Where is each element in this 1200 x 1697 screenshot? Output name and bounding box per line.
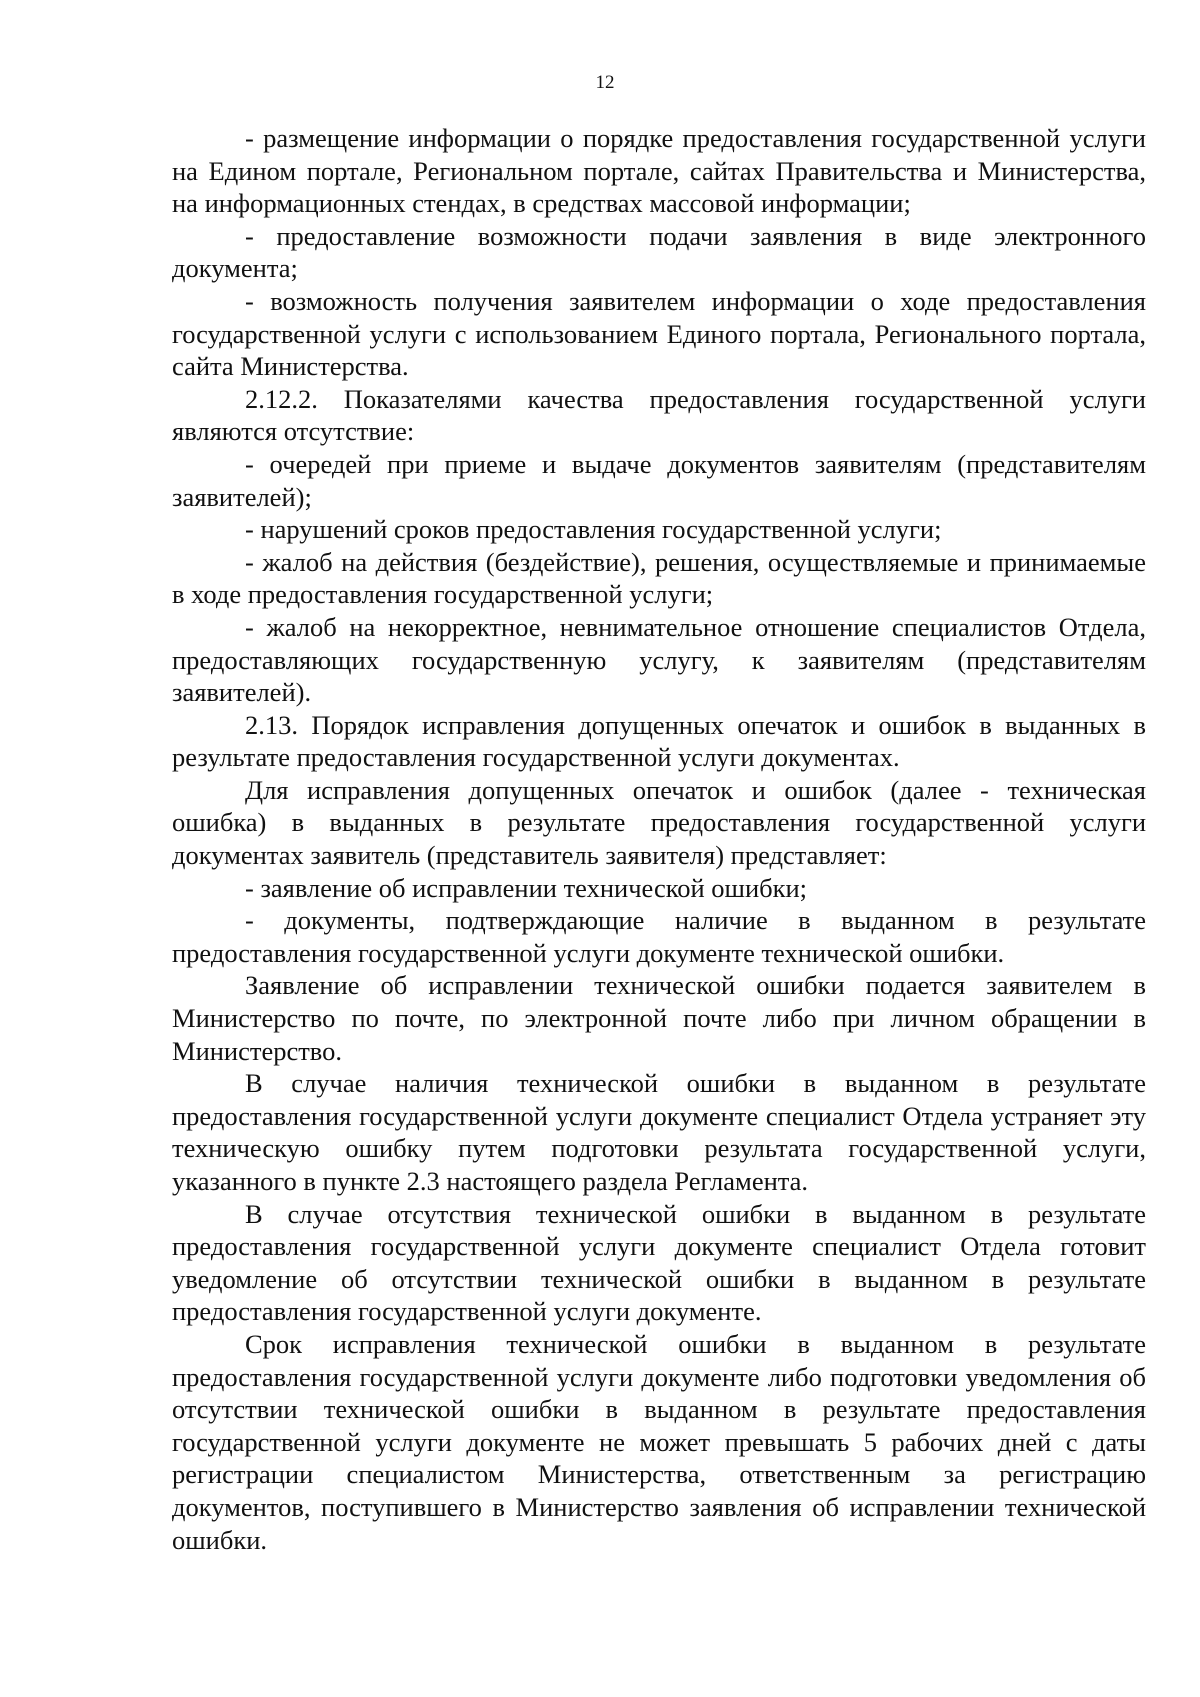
paragraph-correction-deadline: Срок исправления технической ошибки в выданном в результате предоставления государственной услуги документе либо подготовки уведомления об отсутствии технической ошибки в выданном в результате предоставления государственной услуги документе не может превышать 5 рабочих дней с даты регистрации специалистом Министерства, ответственным за регистрацию документов, поступившего в Министерство заявления об исправлении технической ошибки. bbox=[172, 1328, 1146, 1555]
paragraph-section-2-12-2: 2.12.2. Показателями качества предоставления государственной услуги являются отсутствие: bbox=[172, 383, 1146, 447]
paragraph-electronic-application: - предоставление возможности подачи заявления в виде электронного документа; bbox=[172, 220, 1146, 284]
paragraph-no-queues: - очередей при приеме и выдаче документов заявителям (представителям заявителей); bbox=[172, 448, 1146, 512]
paragraph-correction-application: - заявление об исправлении технической ошибки; bbox=[245, 872, 808, 903]
paragraph-error-absent: В случае отсутствия технической ошибки в выданном в результате предоставления государственной услуги документе специалист Отдела готовит уведомление об отсутствии технической ошибки в выданном в результате предоставления государственной услуги документе. bbox=[172, 1198, 1146, 1327]
paragraph-no-deadline-violations: - нарушений сроков предоставления государственной услуги; bbox=[245, 514, 942, 545]
paragraph-progress-info: - возможность получения заявителем информации о ходе предоставления государственной услуги с использованием Единого портала, Регионального портала, сайта Министерства. bbox=[172, 285, 1146, 382]
paragraph-no-complaints-actions: - жалоб на действия (бездействие), решения, осуществляемые и принимаемые в ходе предоставления государственной услуги; bbox=[172, 546, 1146, 610]
paragraph-submission-methods: Заявление об исправлении технической ошибки подается заявителем в Министерство по почте, по электронной почте либо при личном обращении в Министерство. bbox=[172, 970, 1146, 1066]
paragraph-supporting-documents: - документы, подтверждающие наличие в выданном в результате предоставления государственной услуги документе технической ошибки. bbox=[172, 905, 1146, 968]
paragraph-correction-submission: Для исправления допущенных опечаток и ошибок (далее - техническая ошибка) в выданных в результате предоставления государственной услуги документах заявитель (представитель заявителя) представляет: bbox=[172, 774, 1146, 871]
page-number: 12 bbox=[595, 72, 615, 93]
paragraph-error-found: В случае наличия технической ошибки в выданном в результате предоставления государственной услуги документе специалист Отдела устраняет эту техническую ошибку путем подготовки результата государственной услуги, указанного в пункте 2.3 настоящего раздела Регламента. bbox=[172, 1068, 1146, 1196]
paragraph-no-complaints-staff: - жалоб на некорректное, невнимательное отношение специалистов Отдела, предоставляющих государственную услугу, к заявителям (представителям заявителей). bbox=[172, 611, 1146, 708]
paragraph-section-2-13: 2.13. Порядок исправления допущенных опечаток и ошибок в выданных в результате предоставления государственной услуги документах. bbox=[172, 709, 1146, 773]
paragraph-info-placement: - размещение информации о порядке предоставления государственной услуги на Едином портале, Региональном портале, сайтах Правительства и Министерства, на информационных стендах, в средствах массовой информации; bbox=[172, 123, 1146, 219]
document-body bbox=[172, 122, 1146, 1556]
